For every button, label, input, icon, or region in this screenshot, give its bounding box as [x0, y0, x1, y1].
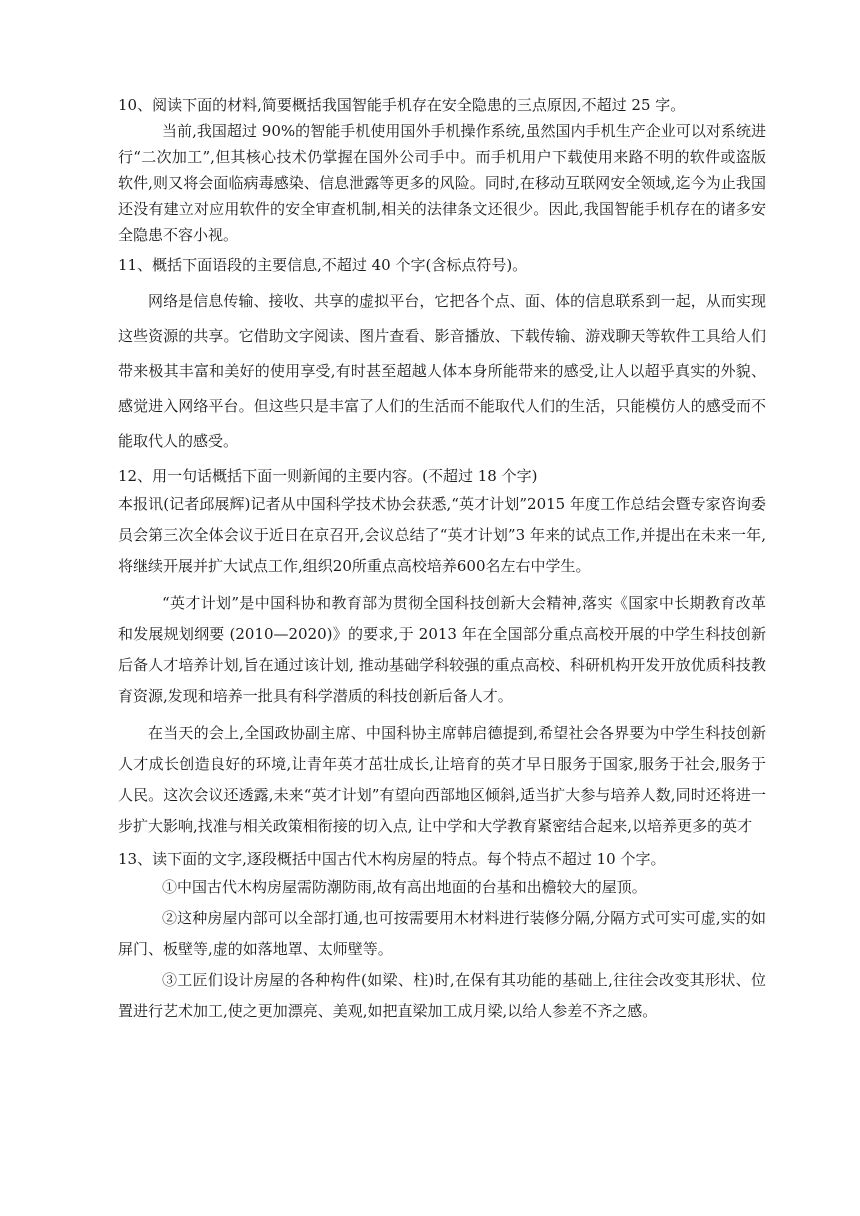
question-13-item-3: ③工匠们设计房屋的各种构件(如梁、柱)时,在保有其功能的基础上,往往会改变其形状、位置进行艺术加工,使之更加漂亮、美观,如把直梁加工成月梁,以给人参差不齐之感。	[118, 971, 766, 1020]
question-12-paragraph-1: 本报讯(记者邱展辉)记者从中国科学技术协会获悉,“英才计划”2015 年度工作总结会暨专家咨询委员会第三次全体会议于近日在京召开,会议总结了“英才计划”3 年来的试点工作,并提出在未来一年,将继续开展并扩大试点工作,组织20所重点高校培养600名左右中学生。	[118, 495, 766, 575]
question-11-prompt: 11、概括下面语段的主要信息,不超过 40 个字(含标点符号)。	[118, 256, 528, 274]
document-page	[118, 92, 766, 1027]
question-11-passage: 网络是信息传输、接收、共享的虚拟平台，它把各个点、面、体的信息联系到一起，从而实现这些资源的共享。它借助文字阅读、图片查看、影音播放、下载传输、游戏聊天等软件工具给人们带来极其丰富和美好的使用享受,有时甚至超越人体本身所能带来的感受,让人以超乎真实的外貌、感觉进入网络平台。但这些只是丰富了人们的生活而不能取代人们的生活，只能模仿人的感受而不能取代人的感受。	[118, 292, 766, 450]
question-13-item-2: ②这种房屋内部可以全部打通,也可按需要用木材料进行装修分隔,分隔方式可实可虚,实的如屏门、板壁等,虚的如落地罩、太师壁等。	[118, 909, 766, 958]
question-12-paragraph-2: “英才计划”是中国科协和教育部为贯彻全国科技创新大会精神,落实《国家中长期教育改革和发展规划纲要 (2010—2020)》的要求,于 2013 年在全国部分重点高校开展的中学生科技创新后备人才培养计划,旨在通过该计划, 推动基础学科较强的重点高校、科研机构开发开放优质科技教育资源,发现和培养一批具有科学潜质的科技创新后备人才。	[118, 594, 766, 705]
question-10-passage: 当前,我国超过 90%的智能手机使用国外手机操作系统,虽然国内手机生产企业可以对系统进行“二次加工”,但其核心技术仍掌握在国外公司手中。而手机用户下载使用来路不明的软件或盗版软件,则又将会面临病毒感染、信息泄露等更多的风险。同时,在移动互联网安全领域,迄今为止我国还没有建立对应用软件的安全审查机制,相关的法律条文还很少。因此,我国智能手机存在的诸多安全隐患不容小视。	[118, 122, 766, 244]
question-13-prompt: 13、读下面的文字,逐段概括中国古代木构房屋的特点。每个特点不超过 10 个字。	[118, 850, 666, 868]
question-13-item-1: ①中国古代木构房屋需防潮防雨,故有高出地面的台基和出檐较大的屋顶。	[162, 878, 647, 896]
question-12-prompt: 12、用一句话概括下面一则新闻的主要内容。(不超过 18 个字)	[118, 467, 538, 485]
question-12-paragraph-3: 在当天的会上,全国政协副主席、中国科协主席韩启德提到,希望社会各界要为中学生科技创新人才成长创造良好的环境,让青年英才茁壮成长,让培育的英才早日服务于国家,服务于社会,服务于人民。这次会议还透露,未来“英才计划”有望向西部地区倾斜,适当扩大参与培养人数,同时还将进一步扩大影响,找准与相关政策相衔接的切入点, 让中学和大学教育紧密结合起来,以培养更多的英才	[118, 724, 766, 835]
question-10-prompt: 10、阅读下面的材料,简要概括我国智能手机存在安全隐患的三点原因,不超过 25 字。	[118, 96, 686, 114]
